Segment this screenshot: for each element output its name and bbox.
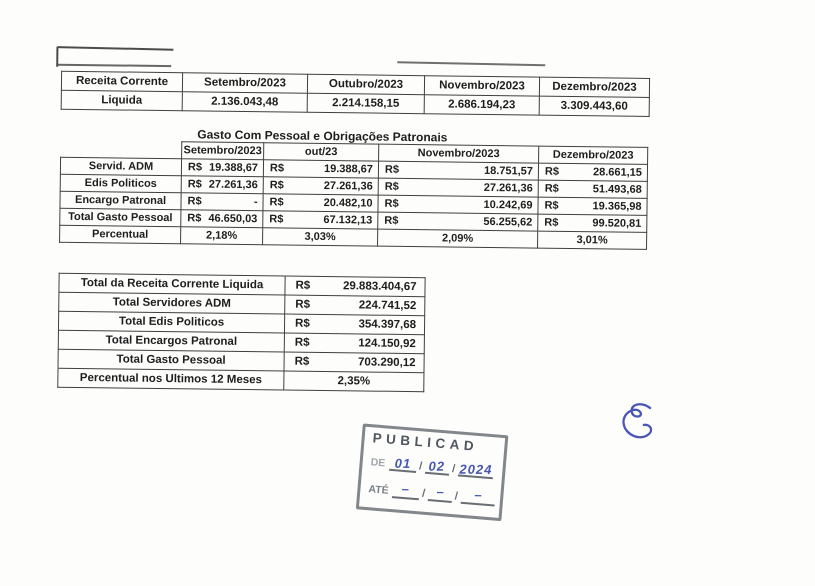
gasto-pessoal-title: Gasto Com Pessoal e Obrigações Patronais bbox=[197, 127, 448, 145]
money-cell bbox=[285, 295, 425, 316]
money-cell bbox=[538, 214, 647, 232]
money-cell bbox=[284, 314, 424, 335]
percent-cell: 3,03% bbox=[263, 228, 378, 246]
amount-value: 354.397,68 bbox=[358, 318, 417, 332]
row-label: Encargo Patronal bbox=[60, 191, 181, 209]
row-label: Liquida bbox=[61, 90, 182, 110]
amount-value: 27.261,36 bbox=[208, 178, 258, 192]
stamp-date-until-row bbox=[368, 478, 496, 506]
value-cell: 2.686.194,23 bbox=[424, 95, 539, 115]
currency-symbol: R$ bbox=[544, 216, 559, 229]
handwritten-dash: – bbox=[401, 481, 411, 497]
receita-corrente-table bbox=[61, 71, 650, 117]
money-cell bbox=[181, 193, 263, 211]
currency-symbol: R$ bbox=[544, 165, 560, 178]
column-header: Novembro/2023 bbox=[379, 144, 539, 163]
currency-symbol: R$ bbox=[269, 179, 284, 192]
currency-symbol: R$ bbox=[295, 298, 311, 311]
handwritten-month: 02 bbox=[428, 458, 446, 474]
money-cell bbox=[263, 194, 378, 212]
table-row bbox=[58, 368, 424, 391]
percent-cell: 3,01% bbox=[538, 231, 647, 249]
date-year-blank bbox=[458, 458, 494, 479]
currency-symbol: R$ bbox=[187, 195, 202, 208]
amount-value: 99.520,81 bbox=[592, 217, 642, 230]
row-label: Total Gasto Pessoal bbox=[58, 349, 284, 371]
value-cell: 3.309.443,60 bbox=[539, 96, 649, 116]
value-cell: 2.136.043,48 bbox=[182, 92, 307, 113]
currency-symbol: R$ bbox=[294, 355, 310, 368]
currency-symbol: R$ bbox=[384, 214, 399, 227]
percent-cell: 2,09% bbox=[378, 229, 538, 248]
amount-value: 20.482,10 bbox=[323, 196, 373, 210]
handwritten-dash: – bbox=[473, 487, 483, 503]
money-cell bbox=[538, 197, 647, 215]
row-label: Edis Politicos bbox=[60, 174, 181, 192]
money-cell bbox=[181, 159, 263, 177]
money-cell bbox=[538, 163, 647, 181]
value-cell: 2.214.158,15 bbox=[307, 93, 424, 113]
money-cell bbox=[263, 160, 378, 178]
row-label: Total Gasto Pessoal bbox=[60, 208, 181, 226]
date-separator: / bbox=[421, 487, 426, 500]
row-label: Total Edis Politicos bbox=[58, 311, 284, 333]
row-label: Servid. ADM bbox=[60, 157, 181, 175]
amount-value: 29.883.404,67 bbox=[342, 280, 417, 294]
stamp-from-label: DE bbox=[370, 456, 386, 470]
money-cell bbox=[181, 210, 263, 228]
amount-value: 10.242,69 bbox=[483, 198, 533, 212]
row-label: Percentual bbox=[60, 225, 181, 243]
row-label: Total Encargos Patronal bbox=[58, 330, 284, 352]
amount-value: 703.290,12 bbox=[357, 356, 416, 370]
handwritten-mark-icon bbox=[613, 400, 660, 451]
handwritten-year: 2024 bbox=[459, 461, 493, 478]
currency-symbol: R$ bbox=[384, 180, 399, 193]
stamp-title: PUBLICAD bbox=[372, 430, 479, 454]
percent-cell: 2,18% bbox=[181, 227, 263, 245]
amount-value: 124.150,92 bbox=[358, 337, 416, 351]
money-cell bbox=[285, 276, 425, 297]
gasto-pessoal-table bbox=[59, 140, 648, 250]
column-header: Setembro/2023 bbox=[182, 142, 264, 160]
money-cell bbox=[284, 352, 424, 373]
amount-value: 27.261,36 bbox=[483, 181, 533, 195]
money-cell bbox=[378, 195, 538, 214]
handwritten-day: 01 bbox=[394, 455, 412, 471]
money-cell bbox=[538, 180, 647, 198]
money-cell bbox=[263, 211, 378, 229]
until-day-blank bbox=[392, 480, 420, 500]
amount-value: 28.661,15 bbox=[592, 166, 643, 179]
column-header: Outubro/2023 bbox=[307, 74, 424, 94]
row-label: Total Servidores ADM bbox=[59, 292, 285, 314]
currency-symbol: R$ bbox=[544, 182, 559, 195]
amount-value: 56.255,62 bbox=[483, 215, 533, 229]
percent-cell: 2,35% bbox=[284, 371, 424, 392]
currency-symbol: R$ bbox=[384, 197, 399, 210]
date-month-blank bbox=[425, 456, 450, 476]
money-cell bbox=[263, 177, 378, 195]
date-day-blank bbox=[389, 453, 417, 473]
currency-symbol: R$ bbox=[269, 213, 284, 226]
scan-artifact-line bbox=[397, 61, 545, 66]
currency-symbol: R$ bbox=[269, 196, 284, 209]
date-separator: / bbox=[418, 460, 423, 473]
money-cell bbox=[284, 333, 424, 354]
stamp-date-from-row bbox=[370, 451, 498, 479]
currency-symbol: R$ bbox=[295, 279, 311, 292]
amount-value: - bbox=[253, 196, 258, 209]
date-separator: / bbox=[454, 490, 459, 503]
money-cell bbox=[378, 212, 538, 231]
amount-value: 19.388,67 bbox=[208, 161, 259, 175]
currency-symbol: R$ bbox=[544, 199, 559, 212]
column-header: Dezembro/2023 bbox=[539, 146, 648, 164]
amount-value: 224.741,52 bbox=[358, 299, 417, 313]
amount-value: 46.650,03 bbox=[208, 212, 258, 226]
column-header: out/23 bbox=[264, 143, 379, 161]
money-cell bbox=[378, 161, 538, 180]
currency-symbol: R$ bbox=[187, 212, 202, 225]
totals-table bbox=[57, 273, 425, 392]
currency-symbol: R$ bbox=[294, 336, 310, 349]
amount-value: 51.493,68 bbox=[592, 183, 642, 196]
scan-artifact-line bbox=[57, 46, 173, 51]
stamp-until-label: ATÉ bbox=[367, 483, 390, 497]
money-cell bbox=[181, 176, 263, 194]
amount-value: 27.261,36 bbox=[323, 179, 373, 193]
publicado-stamp bbox=[356, 423, 509, 521]
column-header: Setembro/2023 bbox=[182, 73, 307, 94]
currency-symbol: R$ bbox=[187, 178, 202, 191]
row-label: Total da Receita Corrente Liquida bbox=[59, 273, 285, 295]
amount-value: 19.388,67 bbox=[323, 162, 374, 176]
empty-cell bbox=[61, 140, 182, 158]
money-cell bbox=[378, 178, 538, 197]
until-month-blank bbox=[428, 483, 453, 503]
currency-symbol: R$ bbox=[269, 162, 285, 175]
currency-symbol: R$ bbox=[294, 317, 310, 330]
row-label: Percentual nos Ultimos 12 Meses bbox=[58, 368, 284, 390]
until-year-blank bbox=[460, 486, 496, 507]
amount-value: 67.132,13 bbox=[323, 213, 373, 227]
date-separator: / bbox=[451, 462, 456, 476]
handwritten-dash: – bbox=[436, 483, 445, 500]
scan-artifact-line bbox=[57, 64, 171, 67]
amount-value: 18.751,57 bbox=[483, 164, 534, 178]
currency-symbol: R$ bbox=[384, 163, 400, 176]
scan-artifact-line bbox=[56, 47, 58, 67]
row-label: Receita Corrente bbox=[61, 71, 182, 91]
column-header: Dezembro/2023 bbox=[539, 77, 649, 97]
amount-value: 19.365,98 bbox=[592, 200, 642, 213]
column-header: Novembro/2023 bbox=[424, 76, 539, 96]
currency-symbol: R$ bbox=[187, 161, 203, 174]
